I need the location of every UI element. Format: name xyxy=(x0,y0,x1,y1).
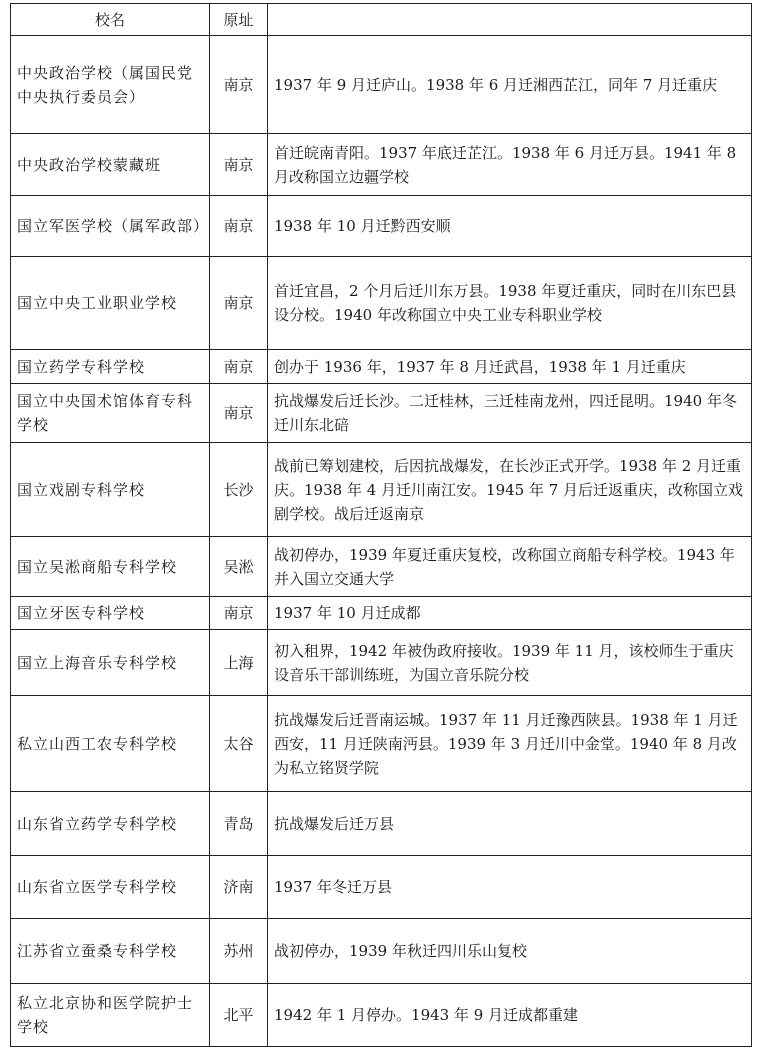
original-site-cell: 南京 xyxy=(210,196,268,257)
table-row xyxy=(11,792,752,856)
original-site-cell: 南京 xyxy=(210,134,268,196)
original-site-cell: 南京 xyxy=(210,384,268,443)
table-header-row xyxy=(11,4,752,36)
table-row xyxy=(11,36,752,134)
school-name-cell: 私立山西工农专科学校 xyxy=(11,696,210,792)
school-name-cell: 私立北京协和医学院护士学校 xyxy=(11,984,210,1047)
original-site-cell: 南京 xyxy=(210,597,268,630)
relocation-note-cell: 初入租界，1942 年被伪政府接收。1939 年 11 月，该校师生于重庆设音乐干部训练班，为国立音乐院分校 xyxy=(268,630,752,696)
table-row xyxy=(11,257,752,350)
table-row xyxy=(11,196,752,257)
original-site-cell: 南京 xyxy=(210,350,268,384)
table-row xyxy=(11,696,752,792)
relocation-note-cell: 1937 年冬迁万县 xyxy=(268,856,752,919)
relocation-note-cell: 创办于 1936 年，1937 年 8 月迁武昌，1938 年 1 月迁重庆 xyxy=(268,350,752,384)
original-site-cell: 北平 xyxy=(210,984,268,1047)
relocation-note-cell: 首迁宜昌，2 个月后迁川东万县。1938 年夏迁重庆，同时在川东巴县设分校。1940 年改称国立中央工业专科职业学校 xyxy=(268,257,752,350)
relocation-note-cell: 1937 年 9 月迁庐山。1938 年 6 月迁湘西芷江，同年 7 月迁重庆 xyxy=(268,36,752,134)
school-name-cell: 国立药学专科学校 xyxy=(11,350,210,384)
original-site-cell: 上海 xyxy=(210,630,268,696)
original-site-cell: 太谷 xyxy=(210,696,268,792)
table-row xyxy=(11,537,752,597)
relocation-note-cell: 1937 年 10 月迁成都 xyxy=(268,597,752,630)
relocation-note-cell: 首迁皖南青阳。1937 年底迁芷江。1938 年 6 月迁万县。1941 年 8 月改称国立边疆学校 xyxy=(268,134,752,196)
original-site-cell: 苏州 xyxy=(210,919,268,984)
school-name-cell: 国立上海音乐专科学校 xyxy=(11,630,210,696)
relocation-note-cell: 抗战爆发后迁长沙。二迁桂林，三迁桂南龙州，四迁昆明。1940 年冬迁川东北碚 xyxy=(268,384,752,443)
original-site-cell: 济南 xyxy=(210,856,268,919)
relocation-note-cell: 1942 年 1 月停办。1943 年 9 月迁成都重建 xyxy=(268,984,752,1047)
schools-relocation-table xyxy=(10,3,752,1047)
table-row xyxy=(11,443,752,537)
school-name-cell: 江苏省立蚕桑专科学校 xyxy=(11,919,210,984)
school-name-cell: 山东省立医学专科学校 xyxy=(11,856,210,919)
school-name-cell: 国立中央工业职业学校 xyxy=(11,257,210,350)
table-row xyxy=(11,134,752,196)
original-site-cell: 南京 xyxy=(210,36,268,134)
school-name-cell: 国立吴淞商船专科学校 xyxy=(11,537,210,597)
relocation-note-cell: 战初停办，1939 年秋迁四川乐山复校 xyxy=(268,919,752,984)
table-row xyxy=(11,984,752,1047)
table-row xyxy=(11,919,752,984)
school-name-cell: 国立中央国术馆体育专科学校 xyxy=(11,384,210,443)
original-site-cell: 长沙 xyxy=(210,443,268,537)
school-name-cell: 中央政治学校（属国民党中央执行委员会） xyxy=(11,36,210,134)
table-row xyxy=(11,384,752,443)
table-row xyxy=(11,350,752,384)
relocation-note-cell: 抗战爆发后迁晋南运城。1937 年 11 月迁豫西陕县。1938 年 1 月迁西安，11 月迁陕南沔县。1939 年 3 月迁川中金堂。1940 年 8 月改为私立铭贤学院 xyxy=(268,696,752,792)
header-original-site: 原址 xyxy=(210,4,268,36)
table-row xyxy=(11,597,752,630)
relocation-note-cell: 战前已筹划建校，后因抗战爆发，在长沙正式开学。1938 年 2 月迁重庆。1938 年 4 月迁川南江安。1945 年 7 月后迁返重庆，改称国立戏剧学校。战后迁返南京 xyxy=(268,443,752,537)
relocation-note-cell: 1938 年 10 月迁黔西安顺 xyxy=(268,196,752,257)
original-site-cell: 南京 xyxy=(210,257,268,350)
school-name-cell: 国立戏剧专科学校 xyxy=(11,443,210,537)
original-site-cell: 吴淞 xyxy=(210,537,268,597)
header-relocation-notes xyxy=(268,4,752,36)
table-row xyxy=(11,630,752,696)
school-name-cell: 中央政治学校蒙藏班 xyxy=(11,134,210,196)
table-row xyxy=(11,856,752,919)
relocation-note-cell: 战初停办，1939 年夏迁重庆复校，改称国立商船专科学校。1943 年并入国立交通大学 xyxy=(268,537,752,597)
school-name-cell: 国立军医学校（属军政部） xyxy=(11,196,210,257)
school-name-cell: 山东省立药学专科学校 xyxy=(11,792,210,856)
original-site-cell: 青岛 xyxy=(210,792,268,856)
header-school-name: 校名 xyxy=(11,4,210,36)
relocation-note-cell: 抗战爆发后迁万县 xyxy=(268,792,752,856)
school-name-cell: 国立牙医专科学校 xyxy=(11,597,210,630)
